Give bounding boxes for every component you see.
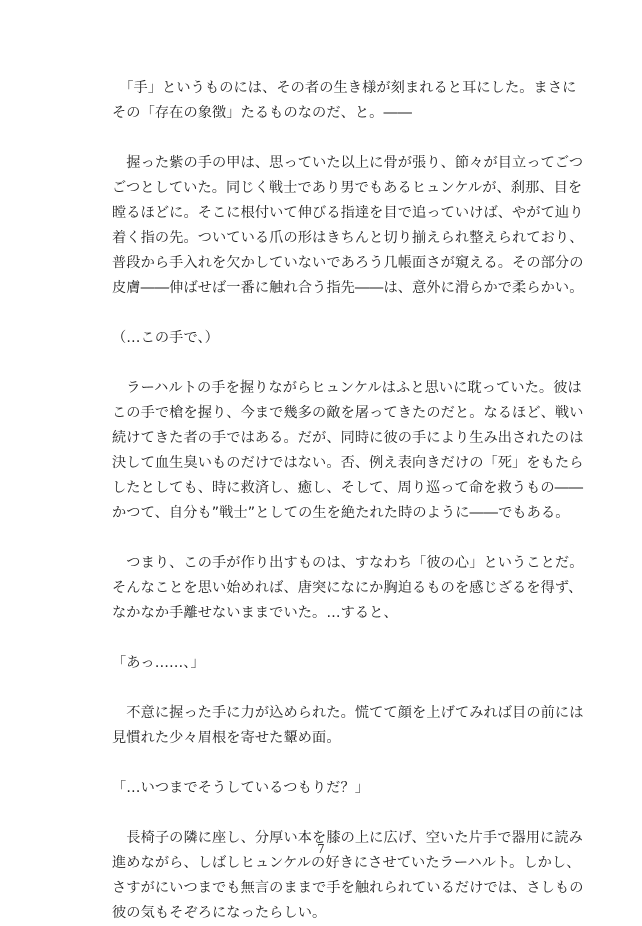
text-line: 皮膚――伸ばせば一番に触れ合う指先――は、意外に滑らかで柔らかい。 bbox=[112, 280, 584, 296]
text-line: さすがにいつまでも無言のままで手を触れられているだけでは、さしもの bbox=[112, 880, 584, 896]
text-line: かつて、自分も”戦士”としての生を絶たれた時のように――でもある。 bbox=[112, 505, 570, 521]
text-line: 決して血生臭いものだけではない。否、例え表向きだけの「死」をもたら bbox=[112, 455, 584, 471]
text-line: 続けてきた者の手ではある。だが、同時に彼の手により生み出されたのは bbox=[112, 430, 584, 446]
text-line: 彼の気もそぞろになったらしい。 bbox=[112, 905, 327, 921]
text-line: つまり、この手が作り出すものは、すなわち「彼の心」ということだ。 bbox=[112, 555, 584, 571]
paragraph-break bbox=[112, 351, 532, 376]
text-line: 「あっ……、」 bbox=[112, 655, 205, 671]
text-line: 瞠るほどに。そこに根付いて伸びる指達を目で追っていけば、やがて辿り bbox=[112, 205, 584, 221]
text-line: 長椅子の隣に座し、分厚い本を膝の上に広げ、空いた片手で器用に読み bbox=[112, 830, 583, 846]
text-line: 「手」というものには、その者の生き様が刻まれると耳にした。まさに bbox=[112, 80, 577, 96]
text-line: 進めながら、しばしヒュンケルの好きにさせていたラーハルト。しかし、 bbox=[112, 855, 581, 871]
text-line: ごつとしていた。同じく戦士であり男でもあるヒュンケルが、刹那、目を bbox=[112, 180, 583, 196]
text-line: （…この手で、） bbox=[112, 330, 219, 346]
paragraph-break bbox=[112, 626, 532, 651]
text-line: 見慣れた少々眉根を寄せた顰め面。 bbox=[112, 730, 341, 746]
paragraph-break bbox=[112, 751, 532, 776]
text-line: 握った紫の手の甲は、思っていた以上に骨が張り、節々が目立ってごつ bbox=[112, 155, 584, 171]
text-line: 不意に握った手に力が込められた。慌てて顔を上げてみれば目の前には bbox=[112, 705, 584, 721]
text-line: なかなか手離せないままでいた。…すると、 bbox=[112, 605, 398, 621]
paragraph-break bbox=[112, 526, 532, 551]
text-line: 「…いつまでそうしているつもりだ？」 bbox=[112, 780, 370, 796]
text-line: そんなことを思い始めれば、唐突になにか胸迫るものを感じざるを得ず、 bbox=[112, 580, 583, 596]
paragraph-break bbox=[112, 301, 532, 326]
paragraph-break bbox=[112, 676, 532, 701]
text-line: したとしても、時に救済し、癒し、そして、周り巡って命を救うもの―― bbox=[112, 480, 584, 496]
text-line: ラーハルトの手を握りながらヒュンケルはふと思いに耽っていた。彼は bbox=[112, 380, 582, 396]
text-line: 普段から手入れを欠かしていないであろう几帳面さが窺える。その部分の bbox=[112, 255, 584, 271]
body-text bbox=[112, 76, 584, 926]
page-number: 7 bbox=[317, 842, 325, 856]
text-line: 着く指の先。ついている爪の形はきちんと切り揃えられ整えられており、 bbox=[112, 230, 584, 246]
text-line: この手で槍を握り、今まで幾多の敵を屠ってきたのだと。なるほど、戦い bbox=[112, 405, 584, 421]
text-line: その「存在の象徴」たるものなのだ、と。―― bbox=[112, 105, 413, 121]
paragraph-break bbox=[112, 801, 532, 826]
paragraph-break bbox=[112, 126, 532, 151]
